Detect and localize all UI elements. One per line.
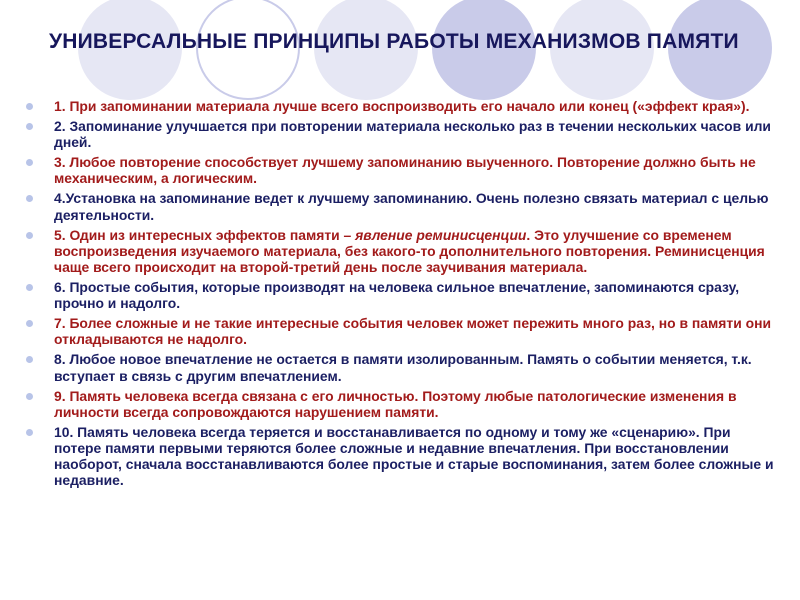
list-item-text: 4.Установка на запоминание ведет к лучшему запоминанию. Очень полезно связать материал с целью деятельности. (54, 190, 769, 223)
principles-list (0, 98, 800, 492)
bullet-icon (26, 123, 33, 130)
list-item-emphasis: явление реминисценции (355, 226, 527, 243)
list-item (0, 227, 800, 276)
bullet-icon (26, 429, 33, 436)
list-item (0, 190, 800, 222)
bullet-icon (26, 356, 33, 363)
bullet-icon (26, 232, 33, 239)
list-item (0, 351, 800, 383)
bullet-icon (26, 195, 33, 202)
list-item (0, 98, 800, 114)
list-item-text: 3. Любое повторение способствует лучшему запоминанию выученного. Повторение должно быть не механическим, а логическим. (54, 154, 756, 187)
list-item-text: 5. Один из интересных эффектов памяти – (54, 226, 356, 243)
bullet-icon (26, 320, 33, 327)
list-item (0, 279, 800, 311)
list-item (0, 424, 800, 489)
list-item-text: 8. Любое новое впечатление не остается в памяти изолированным. Память о событии меняется, т.к. вступает в связь с другим впечатлением. (54, 351, 752, 384)
bullet-icon (26, 284, 33, 291)
list-item-text: 1. При запоминании материала лучше всего воспроизводить его начало или конец («эффект края»). (54, 98, 750, 114)
bullet-icon (26, 393, 33, 400)
list-item-text: 7. Более сложные и не такие интересные события человек может пережить много раз, но в памяти они откладываются не надолго. (54, 315, 772, 348)
list-item (0, 154, 800, 186)
decorative-circles-band (0, 0, 800, 110)
list-item (0, 315, 800, 347)
slide-title: УНИВЕРСАЛЬНЫЕ ПРИНЦИПЫ РАБОТЫ МЕХАНИЗМОВ ПАМЯТИ (49, 30, 739, 53)
list-item (0, 118, 800, 150)
list-item-text: 10. Память человека всегда теряется и восстанавливается по одному и тому же «сценарию». При потере памяти первыми теряются более сложные и недавние впечатления. При восстановлении наоборот, сначала восстанавливаются более простые и старые воспоминания, затем более сложные и недавние. (54, 423, 774, 489)
list-item (0, 388, 800, 420)
list-item-text: 6. Простые события, которые производят на человека сильное впечатление, запоминаются сразу, прочно и надолго. (54, 279, 740, 312)
list-item-text: 2. Запоминание улучшается при повторении материала несколько раз в течении нескольких часов или дней. (54, 118, 771, 151)
bullet-icon (26, 103, 33, 110)
list-item-text: . Это улучшение со временем воспроизведения изучаемого материала, без какого-то дополнительного повторения. Реминисценция чаще всего происходит на второй-третий день после заучивания материала. (54, 226, 765, 276)
list-item-text: 9. Память человека всегда связана с его личностью. Поэтому любые патологические изменения в личности всегда сопровождаются нарушением памяти. (54, 387, 737, 420)
bullet-icon (26, 159, 33, 166)
